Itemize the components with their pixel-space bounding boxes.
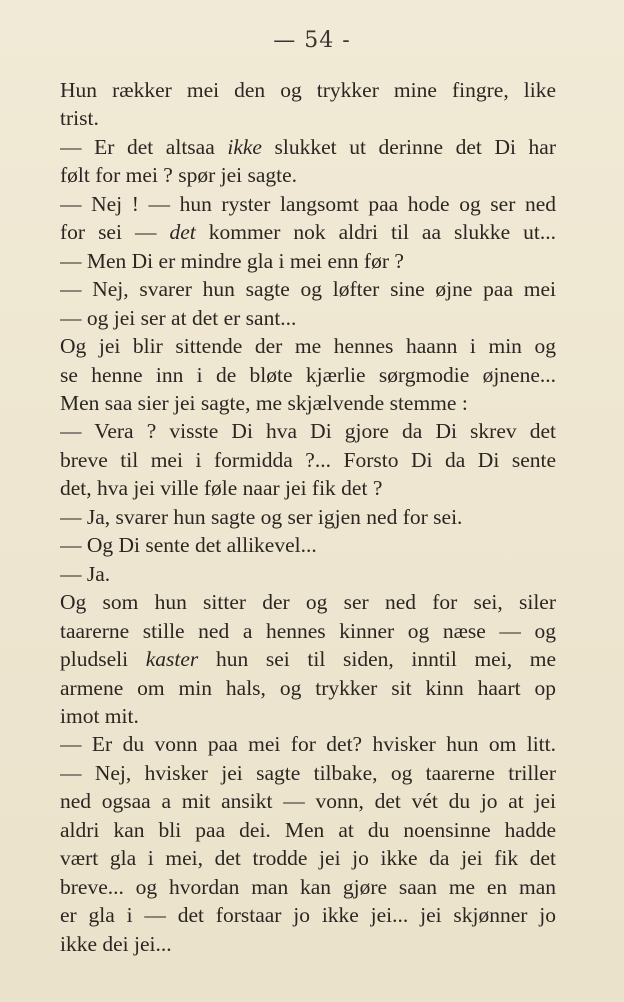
text-segment: hun sei til siden, inntil mei, me: [198, 647, 556, 672]
text-line: vært gla i mei, det trodde jei jo ikke da jei fik det: [60, 846, 556, 871]
emphasized-word: det: [169, 220, 196, 245]
text-line: Men saa sier jei sagte, me skjælvende stemme :: [60, 390, 468, 415]
text-line: — og jei ser at det er sant...: [60, 305, 297, 330]
text-line: — Nej, svarer hun sagte og løfter sine øjne paa mei: [60, 277, 556, 302]
text-line: Og som hun sitter der og ser ned for sei, siler: [60, 590, 556, 615]
text-line: — Og Di sente det allikevel...: [60, 533, 317, 558]
text-segment: for sei —: [60, 220, 170, 245]
text-line: imot mit.: [60, 703, 139, 728]
text-line: — Vera ? visste Di hva Di gjore da Di skrev det: [60, 419, 556, 444]
emphasized-word: kaster: [145, 647, 199, 672]
text-line: Og jei blir sittende der me hennes haann i min og: [60, 334, 556, 359]
text-line: det, hva jei ville føle naar jei fik det ?: [60, 476, 383, 501]
text-line: — Nej, hvisker jei sagte tilbake, og taarerne triller: [60, 760, 556, 785]
text-line: — Men Di er mindre gla i mei enn før ?: [60, 248, 404, 273]
text-line: er gla i — det forstaar jo ikke jei... jei skjønner jo: [60, 903, 556, 928]
text-line: ned ogsaa a mit ansikt — vonn, det vét du jo at jei: [60, 789, 556, 814]
text-line: se henne inn i de bløte kjærlie sørgmodie øjnene...: [60, 362, 556, 387]
body-text: [60, 76, 556, 958]
text-line: — Ja.: [60, 561, 111, 586]
text-line: breve til mei i formidda ?... Forsto Di da Di sente: [60, 447, 556, 472]
text-segment: pludseli: [60, 647, 146, 672]
text-segment: — Er det altsaa: [60, 134, 228, 159]
text-line: armene om min hals, og trykker sit kinn haart op: [60, 675, 556, 700]
text-line: ikke dei jei...: [60, 931, 172, 956]
text-line: — Nej ! — hun ryster langsomt paa hode og ser ned: [60, 191, 556, 216]
text-line: [60, 133, 556, 161]
text-segment: kommer nok aldri til aa slukke ut...: [195, 220, 556, 245]
page-number: — 54 -: [273, 28, 351, 53]
text-line: trist.: [60, 106, 99, 131]
text-line: [60, 218, 556, 246]
text-line: taarerne stille ned a hennes kinner og næse — og: [60, 618, 556, 643]
text-segment: slukket ut derinne det Di har: [261, 134, 556, 159]
text-line: Hun rækker mei den og trykker mine fingre, like: [60, 78, 556, 102]
text-line: breve... og hvordan man kan gjøre saan me en man: [60, 874, 556, 899]
text-line: — Er du vonn paa mei for det? hvisker hun om litt.: [60, 732, 556, 757]
text-line: — Ja, svarer hun sagte og ser igjen ned for sei.: [60, 504, 463, 529]
text-line: følt for mei ? spør jei sagte.: [60, 163, 298, 188]
text-line: [60, 645, 556, 673]
emphasized-word: ikke: [227, 134, 262, 159]
text-line: aldri kan bli paa dei. Men at du noensinne hadde: [60, 817, 556, 842]
